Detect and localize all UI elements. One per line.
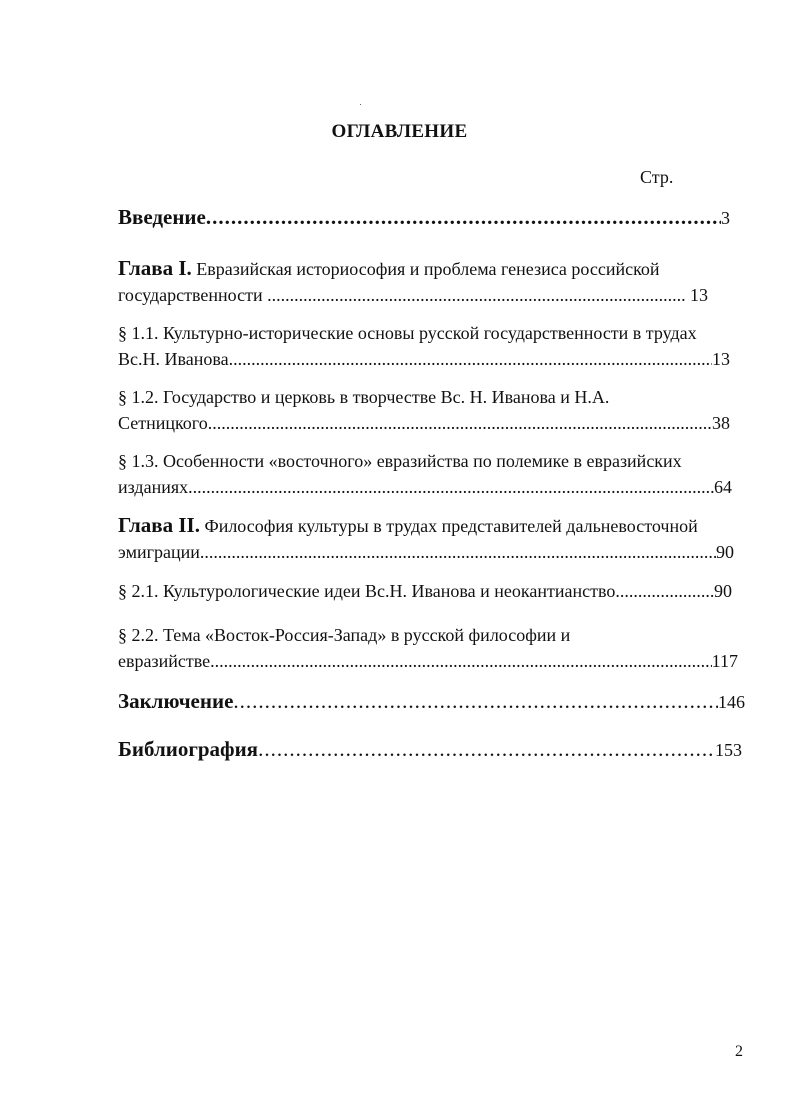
toc-entry-page: 38 [712, 413, 730, 433]
section-title-line2: Сетницкого [118, 413, 208, 433]
leader-dots [615, 578, 714, 604]
scan-speck [360, 104, 361, 105]
chapter-label: Глава I. [118, 256, 192, 280]
toc-entry-s21 [118, 578, 732, 604]
leader-dots [233, 688, 718, 714]
toc-entry-page: 90 [714, 581, 732, 601]
leader-dots [210, 648, 712, 674]
section-title-line1: § 1.3. Особенности «восточного» евразийства по полемике в евразийских [118, 451, 682, 471]
toc-entry-page: 64 [714, 477, 732, 497]
toc-entry-s12 [118, 384, 730, 436]
toc-entry-bibliography [118, 736, 742, 763]
leader-dots [258, 736, 715, 762]
leader-dots [188, 474, 714, 500]
section-title-line1: § 2.1. Культурологические идеи Вс.Н. Иванова и неокантианство [118, 581, 616, 601]
section-title-line2: Вс.Н. Иванова [118, 349, 229, 369]
leader-dots [229, 346, 712, 372]
chapter-title-line1: Евразийская историософия и проблема генезиса российской [196, 259, 660, 279]
chapter-title-line1: Философия культуры в трудах представителей дальневосточной [204, 516, 698, 536]
toc-entry-page: 146 [718, 692, 745, 712]
section-title-line1: § 1.2. Государство и церковь в творчестве Вс. Н. Иванова и Н.А. [118, 387, 610, 407]
toc-entry-s22 [118, 622, 738, 674]
toc-entry-conclusion [118, 688, 745, 715]
leader-dots [208, 410, 712, 436]
toc-entry-chapter1 [118, 255, 730, 308]
toc-entry-chapter2 [118, 512, 734, 565]
toc-entry-s13 [118, 448, 732, 500]
leader-dots [206, 204, 721, 230]
toc-entry-page: 3 [721, 208, 730, 228]
section-title-line2: изданиях [118, 477, 189, 497]
leader-dots [200, 539, 716, 565]
toc-entry-label: Заключение [118, 689, 234, 713]
section-title-line1: § 2.2. Тема «Восток-Россия-Запад» в русской философии и [118, 625, 571, 645]
toc-entry-page: 13 [712, 349, 730, 369]
section-title-line1: § 1.1. Культурно-исторические основы русской государственности в трудах [118, 323, 697, 343]
chapter-title-line2: государственности [118, 285, 263, 305]
section-title-line2: евразийстве [118, 651, 211, 671]
page-column-label: Стр. [640, 167, 674, 187]
leader-dots [267, 282, 685, 308]
chapter-title-line2: эмиграции [118, 542, 200, 562]
toc-entry-intro [118, 204, 730, 231]
toc-entry-page: 117 [711, 651, 738, 671]
page-number: 2 [735, 1043, 743, 1060]
toc-entry-page: 90 [716, 542, 734, 562]
toc-entry-s11 [118, 320, 730, 372]
toc-entry-label: Введение [118, 205, 206, 229]
toc-entry-page: 13 [690, 285, 708, 305]
toc-entry-label: Библиография [118, 737, 259, 761]
toc-title: ОГЛАВЛЕНИЕ [331, 121, 468, 142]
chapter-label: Глава II. [118, 513, 200, 537]
toc-entry-page: 153 [715, 740, 742, 760]
